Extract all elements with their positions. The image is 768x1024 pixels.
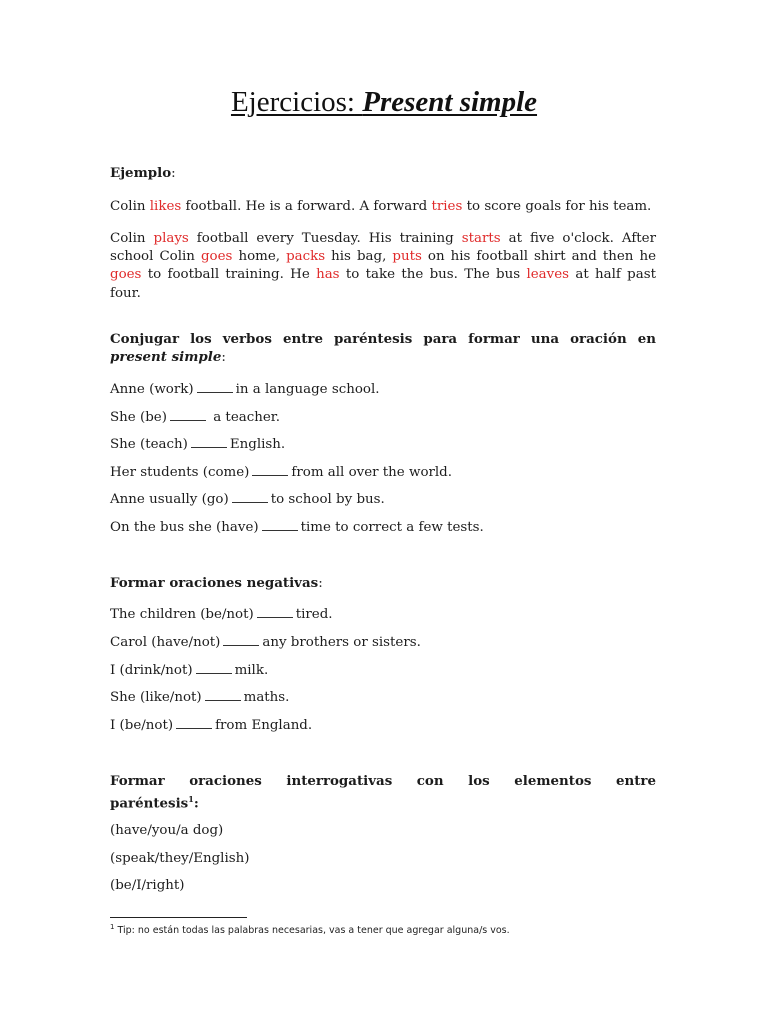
text-run: his bag, [325,249,393,265]
text-run: football. He is a forward. A forward [181,199,432,214]
verb-highlight: tries [431,199,463,214]
exercise-prompt: She (teach) [110,437,188,452]
answer-blank[interactable] [191,437,227,448]
section2-heading-colon: : [318,576,323,591]
question-line: (be/I/right) [110,878,185,893]
text-run: at five o'clock. After school Colin [110,231,656,265]
footnote-reference[interactable]: 1 [188,794,194,804]
section3-heading-colon: : [193,795,199,812]
exercise-line [110,464,452,482]
text-run: on his football shirt and then he [421,249,656,265]
exercise-prompt: Anne (work) [110,382,194,397]
verb-highlight: has [316,267,340,283]
exercise-rest: from all over the world. [291,465,453,480]
exercise-line [110,491,385,509]
exercise-prompt: She (be) [110,410,167,425]
text-run: Colin [110,231,154,246]
exercise-rest: a teacher. [208,410,280,425]
exercise-rest: from England. [215,718,313,733]
answer-blank[interactable] [197,382,233,393]
title-italic: Present simple [362,86,538,118]
answer-blank[interactable] [176,718,212,729]
section3-heading-line1: Formar oraciones interrogativas con los elementos entre [110,773,656,789]
verb-highlight: likes [149,199,182,214]
answer-blank[interactable] [205,690,241,701]
exercise-rest: time to correct a few tests. [300,520,484,535]
exercise-line [110,634,421,652]
exercise-line [110,662,268,680]
verb-highlight: goes [200,249,233,265]
footnote-divider [110,917,247,918]
answer-blank[interactable] [252,465,288,476]
exercise-prompt: On the bus she (have) [110,520,259,535]
title-prefix: Ejercicios: [230,86,355,118]
verb-highlight: leaves [526,267,570,283]
exercise-prompt: Carol (have/not) [110,635,221,650]
section3-heading-line2: paréntesis [110,795,189,812]
exercise-prompt: She (like/not) [110,690,202,705]
verb-highlight: packs [286,249,326,265]
section1-heading-italic: present simple [110,349,222,365]
text-run: to score goals for his team. [462,199,652,214]
exercise-line [110,436,285,454]
answer-blank[interactable] [257,607,293,618]
exercise-prompt: I (be/not) [110,718,174,733]
section1-heading-text: Conjugar los verbos entre paréntesis para formar una oración en [110,331,656,347]
exercise-rest: maths. [243,690,290,705]
exercise-rest: milk. [234,663,269,678]
answer-blank[interactable] [196,663,232,674]
exercise-line [110,409,280,427]
example-colon: : [171,166,176,181]
text-run: home, [232,249,287,265]
exercise-prompt: I (drink/not) [110,663,193,678]
answer-blank[interactable] [170,410,206,421]
text-run: to football training. He [141,267,317,283]
example-paragraph-1 [110,198,656,216]
section2-heading [110,574,656,593]
question-line: (speak/they/English) [110,851,250,866]
answer-blank[interactable] [232,492,268,503]
footnote [110,923,510,936]
exercise-prompt: Her students (come) [110,465,250,480]
text-run: football every Tuesday. His training [188,231,462,246]
text-run: at half past four. [110,267,656,301]
exercise-rest: English. [229,437,286,452]
question-line: (have/you/a dog) [110,823,224,838]
verb-highlight: goes [110,267,142,283]
text-run: to take the bus. The bus [339,267,527,283]
section2-heading-text: Formar oraciones negativas [110,575,319,591]
exercise-line [110,689,289,707]
verb-highlight: puts [392,249,422,265]
exercise-rest: tired. [295,607,333,622]
exercise-line [110,519,484,537]
answer-blank[interactable] [262,520,298,531]
verb-highlight: plays [153,231,189,246]
exercise-line [110,606,333,624]
page-title [0,86,768,119]
example-heading [110,164,656,183]
section1-heading [110,330,656,367]
text-run: Colin [110,199,150,214]
answer-blank[interactable] [223,635,259,646]
section1-heading-colon: : [221,350,226,365]
example-label: Ejemplo [110,165,172,181]
section3-heading [110,772,656,812]
exercise-rest: any brothers or sisters. [262,635,421,650]
footnote-text: Tip: no están todas las palabras necesarias, vas a tener que agregar alguna/s vos. [114,925,510,937]
example-paragraph-2 [110,230,656,303]
footnote-mark: 1 [110,923,115,931]
exercise-prompt: Anne usually (go) [110,492,229,507]
verb-highlight: starts [461,231,501,246]
exercise-rest: in a language school. [235,382,380,397]
exercise-rest: to school by bus. [270,492,385,507]
exercise-prompt: The children (be/not) [110,607,254,622]
exercise-line [110,717,312,735]
exercise-line [110,381,379,399]
